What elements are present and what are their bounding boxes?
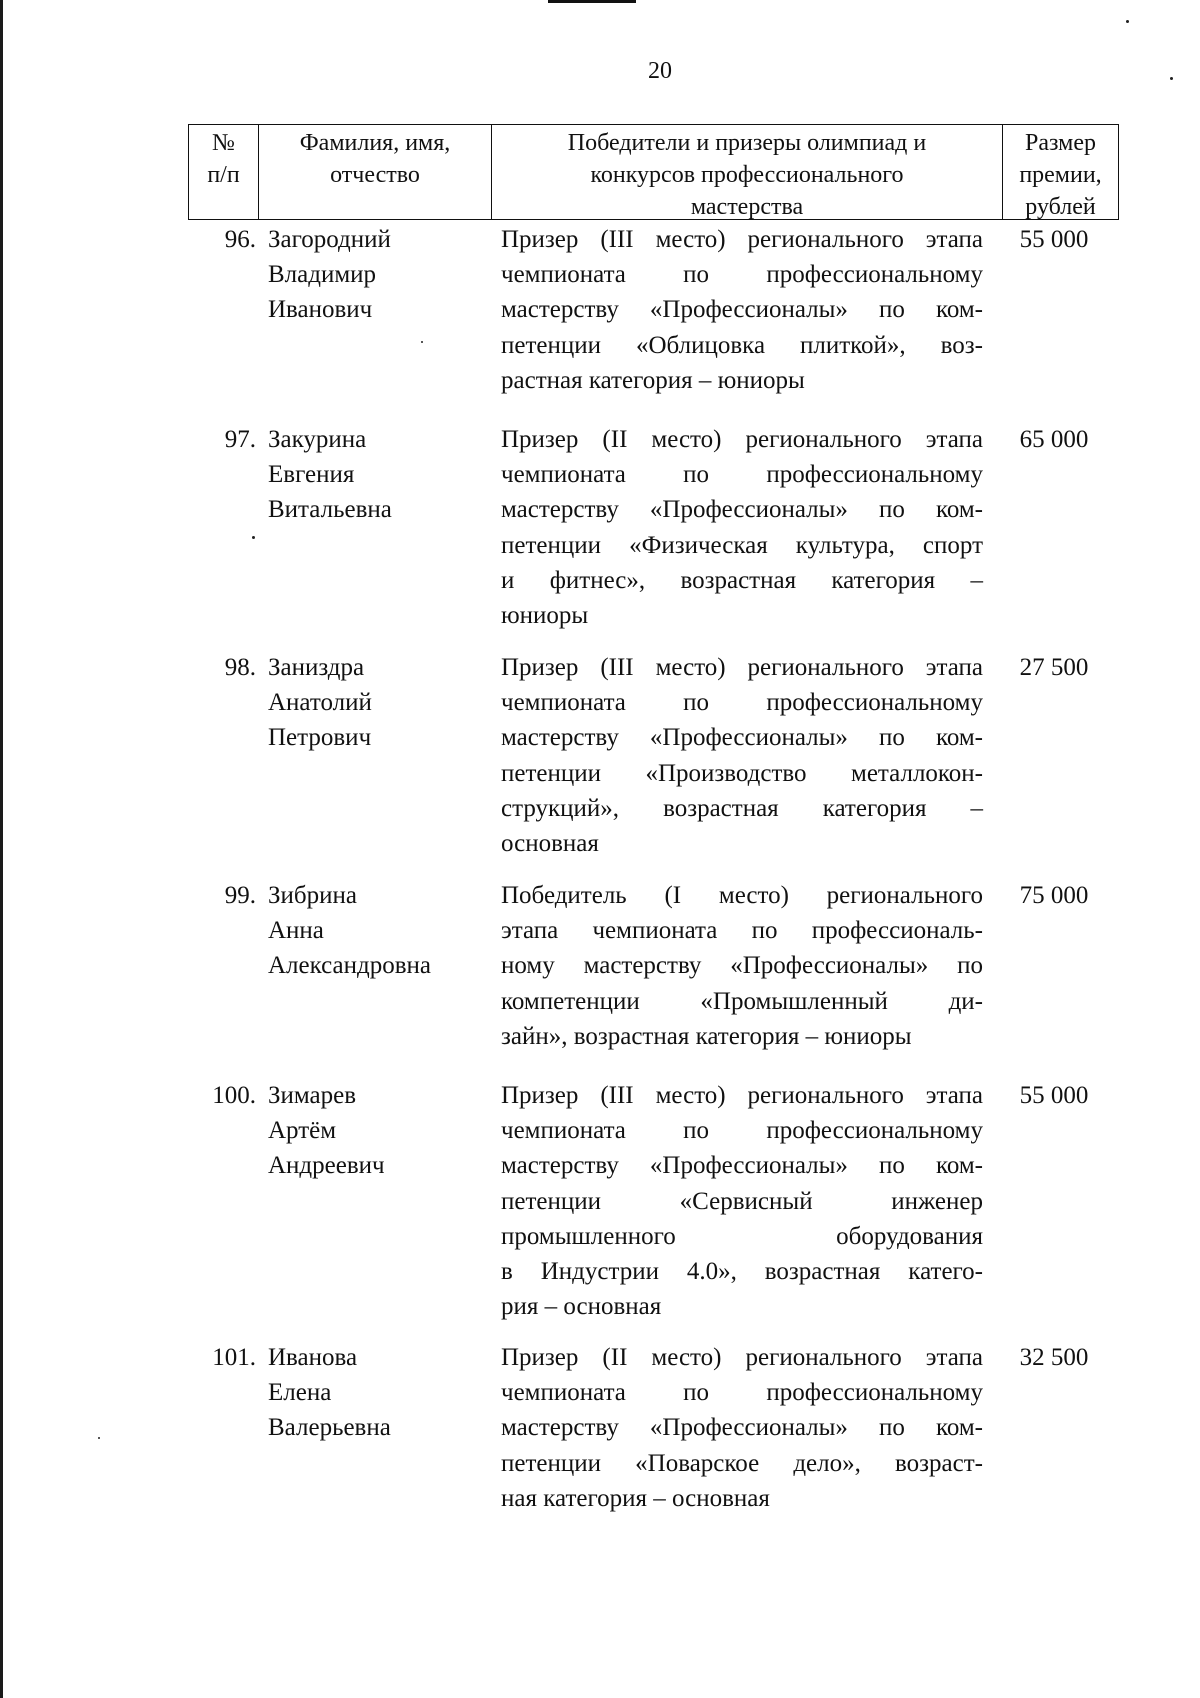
scan-speck bbox=[98, 1437, 100, 1439]
row-number: 101. bbox=[212, 1344, 256, 1371]
recipient-name: Заниздра Анатолий Петрович bbox=[268, 654, 372, 752]
row-number: 100. bbox=[212, 1082, 256, 1109]
achievement-description: Призер (III место) регионального этапа чемпионата по профессиональному мастерству «Профессионалы» по ком- петенции «Облицовка плиткой», воз- растная категория – юниоры bbox=[501, 226, 983, 394]
award-amount: 55 000 bbox=[1019, 226, 1089, 253]
award-amount: 75 000 bbox=[1019, 882, 1089, 909]
achievement-description: Призер (III место) регионального этапа чемпионата по профессиональному мастерству «Профессионалы» по ком- петенции «Производство металлокон- струкций», возрастная категория – основная bbox=[501, 654, 983, 857]
recipient-name: Закурина Евгения Витальевна bbox=[268, 426, 392, 524]
achievement-description: Призер (II место) регионального этапа чемпионата по профессиональному мастерству «Профессионалы» по ком- петенции «Поварское дело», возраст- ная категория – основная bbox=[501, 1344, 983, 1512]
row-number: 97. bbox=[224, 426, 256, 453]
page-number: 20 bbox=[648, 58, 672, 84]
page-edge-line bbox=[0, 0, 3, 1698]
recipient-name: Зимарев Артём Андреевич bbox=[268, 1082, 385, 1180]
header-description-column: Победители и призеры олимпиад и конкурсов профессионального мастерства bbox=[492, 125, 1003, 219]
award-amount: 27 500 bbox=[1019, 654, 1089, 681]
award-amount: 65 000 bbox=[1019, 426, 1089, 453]
header-number-column: № п/п bbox=[189, 125, 259, 219]
recipient-name: Иванова Елена Валерьевна bbox=[268, 1344, 391, 1442]
scan-speck bbox=[421, 341, 423, 343]
scan-speck bbox=[1126, 20, 1129, 23]
row-number: 99. bbox=[224, 882, 256, 909]
header-amount-column: Размер премии, рублей bbox=[1019, 130, 1102, 220]
recipient-name: Загородний Владимир Иванович bbox=[268, 226, 391, 324]
achievement-description: Призер (II место) регионального этапа чемпионата по профессиональному мастерству «Профессионалы» по ком- петенции «Физическая культура, спорт и фитнес», возрастная категория – юниоры bbox=[501, 426, 983, 629]
row-number: 98. bbox=[224, 654, 256, 681]
row-number: 96. bbox=[224, 226, 256, 253]
recipient-name: Зибрина Анна Александровна bbox=[268, 882, 432, 980]
top-edge-mark bbox=[548, 0, 636, 3]
award-amount: 55 000 bbox=[1019, 1082, 1089, 1109]
scan-speck bbox=[252, 536, 255, 539]
award-amount: 32 500 bbox=[1019, 1344, 1089, 1371]
table-header bbox=[188, 124, 1119, 220]
achievement-description: Победитель (I место) регионального этапа чемпионата по профессиональ- ному мастерству «Профессионалы» по компетенции «Промышленный ди- зайн», возрастная категория – юниоры bbox=[501, 882, 983, 1050]
header-name-column: Фамилия, имя, отчество bbox=[259, 125, 492, 219]
achievement-description: Призер (III место) регионального этапа чемпионата по профессиональному мастерству «Профессионалы» по ком- петенции «Сервисный инженер промышленного оборудования в Индустрии 4.0», возрастная катего- рия – основная bbox=[501, 1082, 983, 1321]
